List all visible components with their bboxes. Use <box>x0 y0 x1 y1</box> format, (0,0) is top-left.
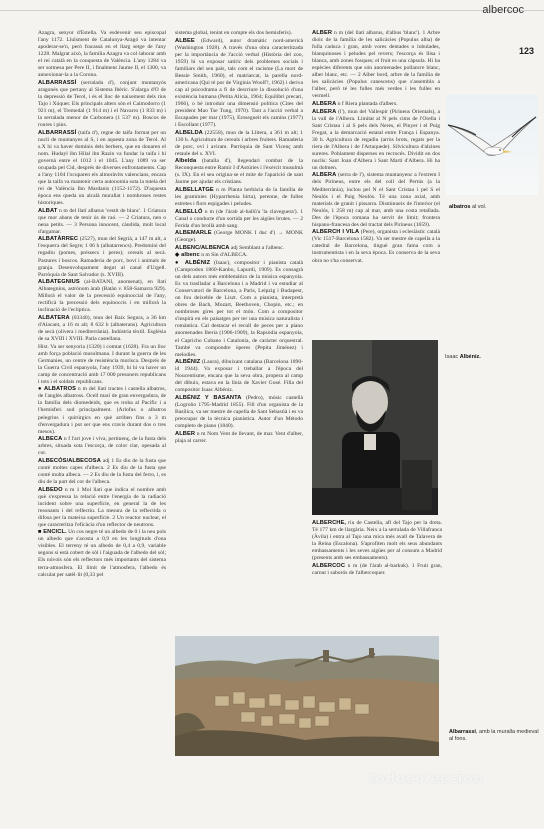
albatross-photo <box>446 95 538 195</box>
entry-headword: ■ ENCICL. <box>38 529 67 536</box>
entry <box>175 38 303 130</box>
entry-text: n m del llatí tractes i castella albatros, de l'anglès albatross. Ocell marí de gran envergadura, de la família dels diomedeids, que es troba al Pacífic i a l'hemisferi sud principalment. (Arlofus o albatros pelegrins i quirúrgics en què arriben fins a 3 m d'envergadura i pot ser que ens cravis durant dos o tres mesos). <box>38 386 166 435</box>
entry <box>38 487 166 529</box>
watermark: todocoleccion <box>368 771 484 787</box>
entry-text: n m Nom Vent de llevant, de mar. Vent d'alber, plaja al carrer. <box>175 430 303 444</box>
entry-text: n m (de l'àrab al-barkuk). 1 Fruit gran, carnut i saborós de l'albercoquer. <box>312 562 442 576</box>
entry-text: (22558), mun de la Llitera, a 361 m alt; 1 130 h. Agricultura de cereals i arbres fruiters. Ramaderia de porc, oví i aviram. Parròquia de Sant Vicenç amb retaule del s. XVI. <box>175 129 303 157</box>
albatross-caption: albatros al vol. <box>449 204 487 210</box>
entry <box>312 109 440 172</box>
entry-text: (George MONK I duc d') → MONK (George). <box>175 230 303 244</box>
entry <box>175 431 303 445</box>
entry-headword: ALBECÓS/ALBECOSA <box>38 457 101 464</box>
entry-text: n m (de l'àrab al-ballû'a 'la claveguera'). 1 Canal o conducte d'un sortida per les aigües brutes. — 2 Ferida d'un brollà amb sang. <box>175 208 303 229</box>
entry-text: Azagra, senyor d'Estella. Va esdevenir seu episcopal l'any 1172. Lluïsment de Catalunya-Aragó va intentar apoderar-se'n, però fracassà en el llarg setge de l'any 1228. Malgrat això, la família Azagra va col·laborar amb el rei català en la conquesta de València. L'any 1284 va ser sotmesa per Pere II, i finalment Jaume II, el 1300, va annexionar-la a la Corona. <box>38 30 166 79</box>
entry-text: (Laura), dibuixant catalana (Barcelona 1890-id 1944). Va exposar i treballar a l'època del Noucentisme, encara que la seva obra, propera al camp del dibuix, estava en la línia de Xavier Gosé. Filla del compositor Isaac Albéniz. <box>175 359 303 394</box>
entry-headword: ALBENC/ALBENCA <box>175 244 230 251</box>
entry <box>175 395 303 430</box>
text-column-3-lower <box>312 520 442 596</box>
entry <box>38 80 166 129</box>
entry-text: (Edward), autor dramàtic nord-americà (Washington 1928). A través d'una obra caracteritzada per la importància de l'acció verbal (Història del zoo, 1959) hi va exposar satíric dels problemes socials i familiars del seu país, tals com el racisme (La mort de Bessie Smith, 1960), el matriarcat, la parella nord-americana (Qui té por de Virginia Woolf?, 1962) i deriva cap al psicodrama a fi de descriure la dissolució d'una existència humana (Petita Alícia, 1964; Equilibri precari, 1966), o bé introduir una dimensió política (Cites del president Mao Tse Tung, 1970). Tant a l'acció verbal a Escapades per mar (1975), Erosegueit els camins (1977) i Escollant (1977). <box>175 37 303 129</box>
entry-text: (al-BATANI, anomenat), en llatí Albategnius, astrònom àrab (Batàn v. 858-Samarra 929). Millorà el valor de la precessió equinoccial de l'any, rectificà la precessió dels equinoccis i en millorà la inclinació de l'eclíptica. <box>38 279 166 314</box>
entry <box>38 315 166 343</box>
entry-headword: ◆ albenc <box>175 252 200 259</box>
entry-headword: ALBERCH I VILA <box>312 229 360 236</box>
entry-text: adj Semblant a l'albenc. <box>230 244 285 251</box>
running-head: albercoc <box>482 4 524 16</box>
entry <box>312 30 440 100</box>
caption-bold: Albéniz. <box>459 354 481 360</box>
entry <box>38 236 166 278</box>
entry-text: (Pere), organista i eclesiàstic català (Vic 1517-Barcelona 1582). Va ser mestre de capella a la catedral de Barcelona, tingué gran fama com a instrumentista i en la seva època. Es conserva de la seva obra no s'ha conservat. <box>312 229 440 264</box>
text-column-3 <box>312 30 440 360</box>
entry <box>38 279 166 314</box>
entry <box>38 436 166 457</box>
entry-text: adj 1 Es diu de la fusta que conté moltes capes d'albeca. 2 Es diu de la fusta que conté molta albeca. — 2 Es diu de la fusta del ferro, i, es diu de la part del cor de l'albeca. <box>38 457 166 485</box>
entry-headword: ALBELLATGE <box>175 187 214 194</box>
page-number: 123 <box>518 46 534 56</box>
entry-headword: ALBERA <box>312 108 337 115</box>
entry-text: (taifa d'), regne de taifa format per un nucli de muntanyes al S, i en aquesta zona de Terol. Al s.X hi va haver dominis dels berbers, que en donaren el nom. Hudayl ibn Hilal ibn Razin va fundar la taifa i hi governà entre el 1012 i el 1045. L'any 1089 va ser ocupada pel Cid, després de diverses enfrontaments. Cap a l'any 1104 l'ocuparen els almoràvits valencians, encara que la taifa va mantenir certa autonomia sota la tutela del rei de València Ibn Mardanis (1152-1172). D'aquesta època ens queda un alcalà murallat i nombroses restes historiques. <box>38 129 166 207</box>
text-column-2 <box>175 30 303 640</box>
header-rule <box>0 10 544 11</box>
entry <box>175 130 303 158</box>
caption-bold: albatros <box>449 204 471 210</box>
entry-text: (l'), mun del Vallespir (Pirineus Orientals), a la vall de l'Albera. Limitat al N pels cims de l'Orella i Sant Cristau i al S pels dels Neres, el Pinyer i el Puig Fregat, a la demarcació estatal entre França i Espanya. 30 h. Agricultura de regadiu (arròs brots, regats per la riera de l'Albera i de l'Artaquede). Silvicultura d'alzines sureres. Poblament disperses en recrocés. Dividit en dos nuclis: Sant Joan d'Albera i Sant Martí d'Albera. Hi ha un dolmen. <box>312 108 440 171</box>
entry-headword: ALBATEGNIUS <box>38 279 80 286</box>
entry-headword: ALBELLÓ <box>175 208 203 215</box>
entry <box>38 386 166 435</box>
entry-headword: ALBARRASSÍ <box>38 79 77 86</box>
town-illustration <box>175 636 439 756</box>
entry-text: Hist. Va ser senyoria (1320) i comtat (1628). Fra un lloc amb força població musulmana. I durant la guerra de les Germanies, un centre de resistència morisca. Després de la Guerra Civil espanyola, l'any 1939, hi hi va haver un camp de concentració amb 17 000 presoners republicans i tots i el soldats republicans. <box>38 343 166 385</box>
entry-text: (03340), mun del Baix Segura, a 36 km d'Alacant, a 16 m alt; 8 632 h (albaterans). Agricultura de secà (olivera i mediterrània). Indústria tèxtil. Església de sa XVIII i XVIII. Parla castellana. <box>38 314 166 343</box>
entry <box>38 30 166 79</box>
entry-headword: ALBERCHE, <box>312 520 347 526</box>
entry-headword: ALBER <box>175 430 196 437</box>
entry-headword: ● ALBÉNIZ <box>175 260 211 266</box>
entry-headword: ALBÉNIZ <box>175 359 201 366</box>
entry-headword: ALBEE <box>175 37 195 44</box>
entry <box>312 101 440 108</box>
entry-headword: ALBERA <box>312 100 337 107</box>
albeniz-portrait <box>312 340 438 515</box>
entry-text: (2527), mun del Segrià, a 147 m alt, a l'esquerra del Segre; 1 06 h (albatarrencs). Predomini del regadiu (pomes, préssecs i peres); cereals al secà. Pastures i boscos. Ramaderia de porc, boví i animals de granja. Desenvolupament degut al canal d'Urgell. Parròquia de Sant Salvador (s. XVIII). <box>38 236 166 278</box>
entry <box>38 458 166 486</box>
caption-bold: Albarrassí <box>449 729 476 735</box>
entry-headword: ● ALBATROS <box>38 386 76 393</box>
entry <box>312 563 442 577</box>
entry <box>312 172 440 228</box>
entry-text: n f l'art jove i viva, pertinenç, de la fusta dels arbres, situada sota l'escorça, de color clar, opesada al cor. <box>38 436 166 457</box>
albeniz-caption: Isaac Albéniz. <box>445 354 481 360</box>
entry-text: n f Riera plantada d'albers. <box>337 100 398 107</box>
entry-text: sistema global, tenint en compte els dos hemisferis). <box>175 30 292 36</box>
albarrasi-caption: Albarrassí, amb la muralla medieval al fons. <box>449 729 539 742</box>
entry-headword: Albelda <box>175 158 197 165</box>
entry-text: (batalla d'), llegendari combat de la Reconquesta entre Ramir I d'Astúries i l'exèrcit musulmà (s. IX). En el seu origina·se el mite de l'aparició de sant Jaume per ajudar els cristians. <box>175 158 303 186</box>
entry-headword: ALBELDA <box>175 129 203 136</box>
entry <box>175 245 303 252</box>
albatross-illustration <box>446 95 538 195</box>
portrait-illustration <box>312 340 438 515</box>
entry <box>175 187 303 208</box>
entry-text: (serralada d'), conjunt muntanyós aragonès que pertany al Sistema Ibèric. S'alarga d'O de la depressió de Terol, i és el lloc de naixement dels rius Tajo i Xúquer. Els principals alters són el Caimodorro (1 921 m), el Tremedal (1 914 m) i el Navarro (1 833 m) i la serralada menor de Carbonera (1 537 m). Boscos de roures i pins. <box>38 79 166 129</box>
entry-headword: ALBÉNIZ Y BASANTA <box>175 394 242 401</box>
entry-headword: ALBATERA <box>38 314 70 321</box>
entry-text: n m (del llatí albarus, d'albus 'blanc'). 1 Arbre dioic de la família de les salicàcies (Populus alba) de fulla caduca i gran, amb vores dentades o lobulades, blanquinoses i peludes pel revers; l'escorça és llisa i blanca, amb zones fosques; el fruit es una càpsula. Hi ha espècies diferents que són anomenades pollancre blanc, alber blanc, etc. — 2 Alber bord, arbre de la família de les salicàcies (Populus canescens) que s'assembla a l'alber, però té les fulles més verdes i les fulles en vermell. <box>312 30 440 100</box>
entry-headword: ALBARRASSÍ <box>38 129 77 136</box>
entry-text: (serra de l'), sistema muntanyenc a l'extrem I dels Pirineus, entre els del coll del Pertús (a la Mediterrània), inclou pel N el Sant Cristau i pel S el Neulós i el Puig Neulós. Té una zona axial, amb materials de granit i pissarra. Disminueix de l'interior (el Neulós, 1 258 m) cap al mar, amb una costa retallada. Des de l'època romana ha servit de límit; frontera hispano-francesa des del tractat dels Pirineus (1659). <box>312 172 440 228</box>
entry-headword: ALBERA <box>312 172 337 179</box>
entry-headword: ALBER <box>312 30 333 36</box>
entry-headword: ALBEMARLE <box>175 230 212 237</box>
entry <box>175 30 303 37</box>
entry <box>175 209 303 230</box>
entry-text: (Isaac), compositor i pianista català (Camprodon 1860-Kanbo, Lapurdi, 1909). Es consagrà un dels autors més emblemàtics de la música espanyola. Es va traslladar a Barcelona i a Madrid i va estudiar al Conservatori de Barcelona, a Paris, Leipzig i Budapest, on fou deixeble de Liszt. Com a pianista, interpretà obres de Bach, Mozart, Beethoven, Chopin, etc.; en nombroses gires per tot el món. Com a compositor s'inspirà en els paisatges per ter una música naturalista i romàntica. Cal destacar el recull de peces per a piano anomenades Iberia (1906-1909), la Rapsòdia espanyola, el Capricho Cubano i Catalonia, de caràcter orquestral. També va compondre òperes (Pepita Jiménez) i melodies. <box>175 260 303 358</box>
entry <box>38 208 166 236</box>
entry-headword: ALBEDO <box>38 486 63 493</box>
entry <box>312 520 442 562</box>
albarrasi-town-photo <box>175 636 439 756</box>
entry-text: n m 1 Mol llatí que indica el nombre amb què s'expressa la relació entre l'energia de la radiació incident sobre una superfície, en general la de les resonants i del reflectiu. La mesura de la reflectida o difosa per la mateixa superfície. 2 Un reactor nuclear, el que caracteritza l'eficàcia d'un reflector de neutrons. <box>38 486 166 528</box>
entry-headword: ALBERCOC <box>312 562 346 569</box>
entry <box>38 344 166 386</box>
entry <box>175 158 303 186</box>
entry <box>175 260 303 359</box>
text-column-1 <box>38 30 166 820</box>
entry <box>38 130 166 208</box>
entry <box>175 359 303 394</box>
entry-text: Un cos negre té un albedo de 0 i la neu pols un albedo que s'acosta a 0,9 en les longituds d'ona visibles. El terreny té un albedo de 0,4 a 0,9, variable segons si està cobert de sòl i l'aiguada de l'albedo del sòl; Els núvols són els reflectors més importants del sistema terra-atmosfera. El límit de l'atmosfera, l'albedo és calculat per satèl·lit (0,33 pel <box>38 529 166 578</box>
entry-text: n m del llatí albatus 'vestit de blanc'. 1 Criatura que mor abans de tenir ús de raó. — 2 Criatura, nen o nena petits. — 3 Persona innocent, càndida, molt local d'argamar. <box>38 207 166 235</box>
entry-text: n m Sin d'ALBECA. <box>201 252 248 259</box>
entry-headword: ALBECA <box>38 436 63 443</box>
entry-text: n m Planta herbàcia de la família de les gramínies (Hyparrhenia hirta), perenne, de fulles estretes i flors espigades i peludes. <box>175 187 303 208</box>
entry-headword: ALBAT <box>38 207 58 214</box>
entry-text: riu de Castella, afl del Tajo per la dreta. Té 177 km de llargària. Neix a la serralada de Villafranca (Àvila) i entra al Tajo una mica més avall de Talavera de la Reina (Escalona). S'aprofiten molt els seus abundants embassaments i les seves aigües per al consum a Madrid (presents amb ses embassaments). <box>312 520 442 562</box>
entry <box>38 529 166 578</box>
entry-headword: ALBATÀRREC <box>38 236 79 243</box>
entry <box>175 230 303 244</box>
entry <box>175 252 303 259</box>
entry <box>312 229 440 264</box>
entry-text: (Pedro), músic castellà (Logroño 1795-Madrid 1855). Fill d'un organista de la Basílica, va ser mestre de capella de Sant Sebastià i es va preocupar de la tècnica pianística. Autor d'un Método completo de piano (1840). <box>175 394 303 430</box>
